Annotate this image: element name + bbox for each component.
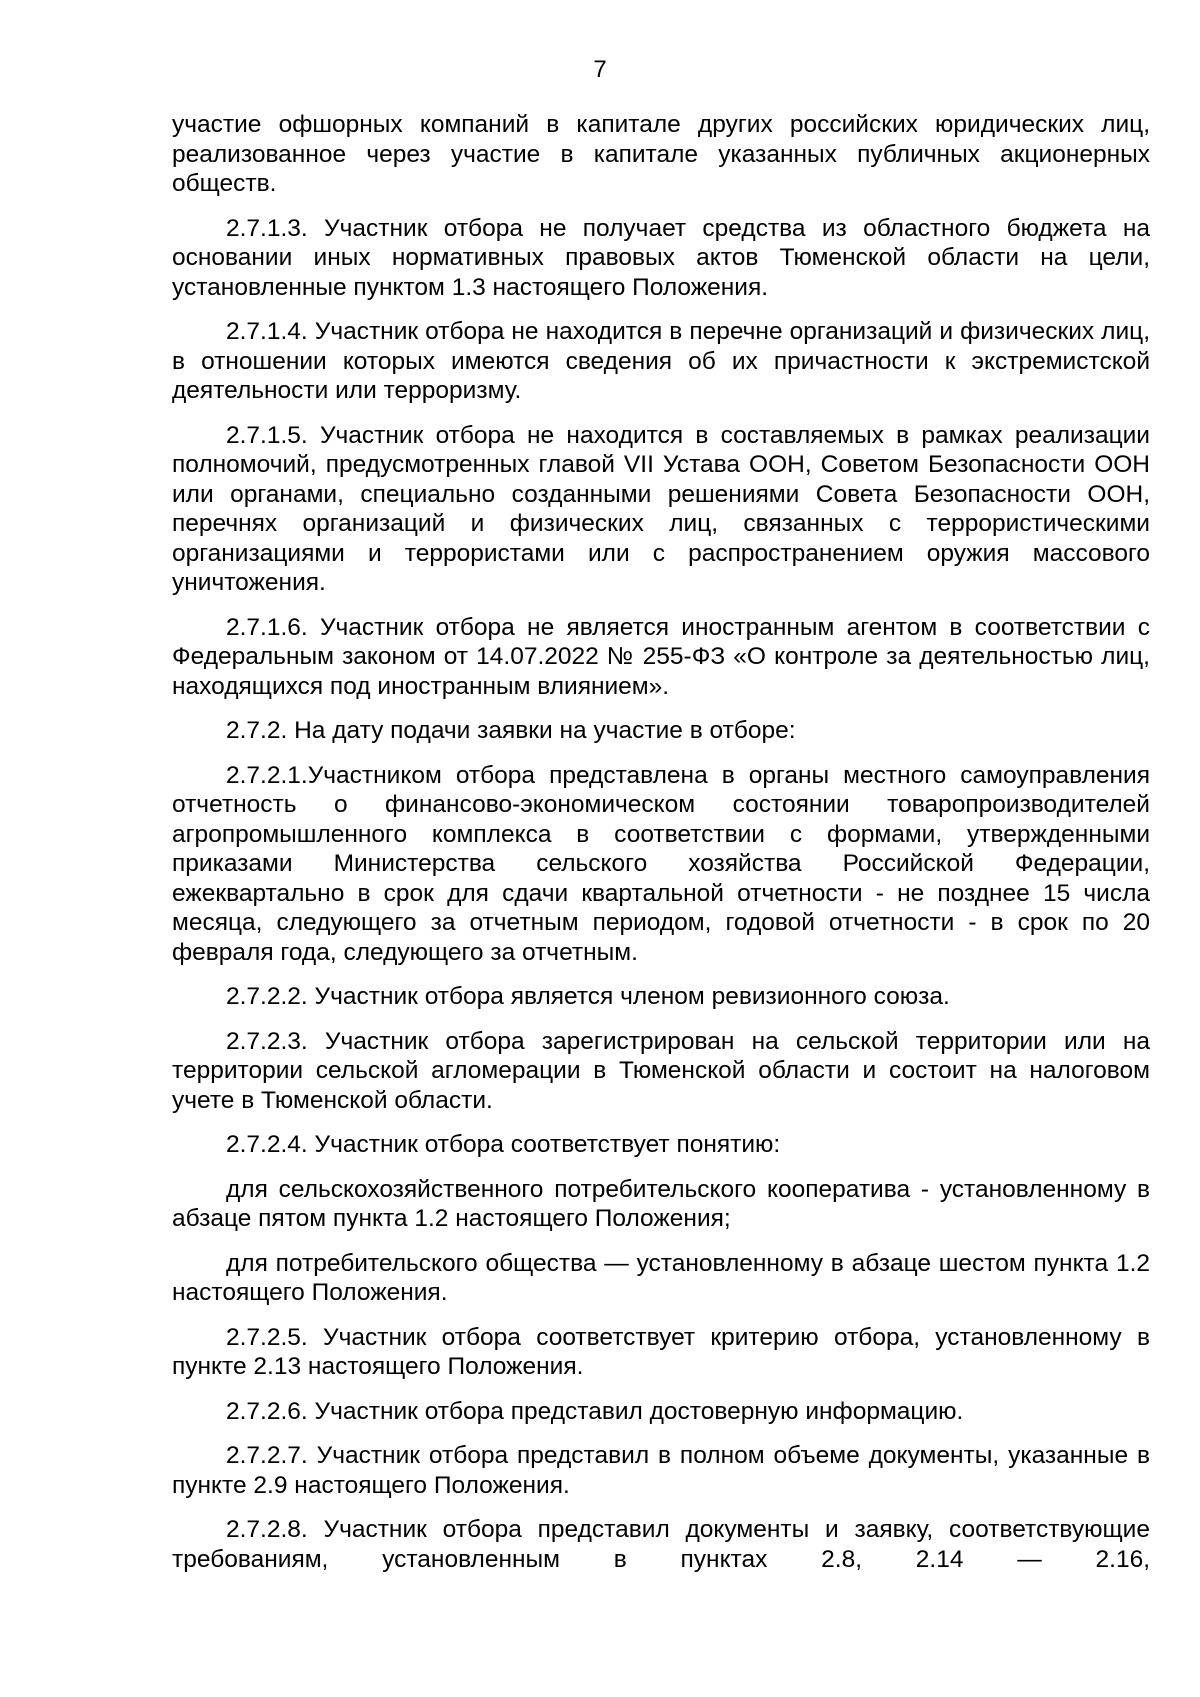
paragraph-2-7-1-5: 2.7.1.5. Участник отбора не находится в составляемых в рамках реализации полномочий, предусмотренных главой VII Устава ООН, Советом Безопасности ООН или органами, специально созданными решениями Совета Безопасности ООН, перечнях организаций и физических лиц, связанных с террористическими организациями и террористами или с распространением оружия массового уничтожения.	[172, 421, 1150, 596]
paragraph-2-7-1-6: 2.7.1.6. Участник отбора не является иностранным агентом в соответствии с Федеральным законом от 14.07.2022 № 255-ФЗ «О контроле за деятельностью лиц, находящихся под иностранным влиянием».	[172, 613, 1150, 700]
paragraph-2-7-2-1: 2.7.2.1.Участником отбора представлена в органы местного самоуправления отчетность о финансово-экономическом состоянии товаропроизводителей агропромышленного комплекса в соответствии с формами, утвержденными приказами Министерства сельского хозяйства Российской Федерации, ежеквартально в срок для сдачи квартальной отчетности - не позднее 15 числа месяца, следующего за отчетным периодом, годовой отчетности - в срок по 20 февраля года, следующего за отчетным.	[172, 761, 1150, 966]
paragraph-2-7-2-6: 2.7.2.6. Участник отбора представил достоверную информацию.	[226, 1397, 964, 1425]
paragraph-2-7-1-3: 2.7.1.3. Участник отбора не получает средства из областного бюджета на основании иных нормативных правовых актов Тюменской области на цели, установленные пунктом 1.3 настоящего Положения.	[172, 214, 1150, 301]
page-number: 7	[593, 56, 607, 83]
paragraph-2-7-2-3: 2.7.2.3. Участник отбора зарегистрирован на сельской территории или на территории сельской агломерации в Тюменской области и состоит на налоговом учете в Тюменской области.	[172, 1027, 1150, 1114]
paragraph-society-definition: для потребительского общества — установленному в абзаце шестом пункта 1.2 настоящего Положения.	[172, 1249, 1150, 1306]
paragraph-cooperative-definition: для сельскохозяйственного потребительского кооператива - установленному в абзаце пятом пункта 1.2 настоящего Положения;	[172, 1175, 1150, 1232]
paragraph-2-7-2: 2.7.2. На дату подачи заявки на участие в отборе:	[226, 717, 796, 744]
paragraph-2-7-2-5: 2.7.2.5. Участник отбора соответствует критерию отбора, установленному в пункте 2.13 настоящего Положения.	[172, 1323, 1150, 1380]
paragraph-2-7-2-8: 2.7.2.8. Участник отбора представил документы и заявку, соответствующие требованиям, установленным в пунктах 2.8, 2.14 — 2.16,	[172, 1516, 1150, 1573]
paragraph-2-7-1-4: 2.7.1.4. Участник отбора не находится в перечне организаций и физических лиц, в отношении которых имеются сведения об их причастности к экстремистской деятельности или терроризму.	[172, 318, 1150, 404]
document-body	[172, 110, 1150, 1589]
paragraph-2-7-2-2: 2.7.2.2. Участник отбора является членом ревизионного союза.	[226, 983, 950, 1010]
paragraph-2-7-2-4: 2.7.2.4. Участник отбора соответствует понятию:	[226, 1131, 781, 1158]
paragraph-continuation: участие офшорных компаний в капитале других российских юридических лиц, реализованное через участие в капитале указанных публичных акционерных обществ.	[172, 111, 1150, 197]
paragraph-2-7-2-7: 2.7.2.7. Участник отбора представил в полном объеме документы, указанные в пункте 2.9 настоящего Положения.	[172, 1442, 1150, 1499]
